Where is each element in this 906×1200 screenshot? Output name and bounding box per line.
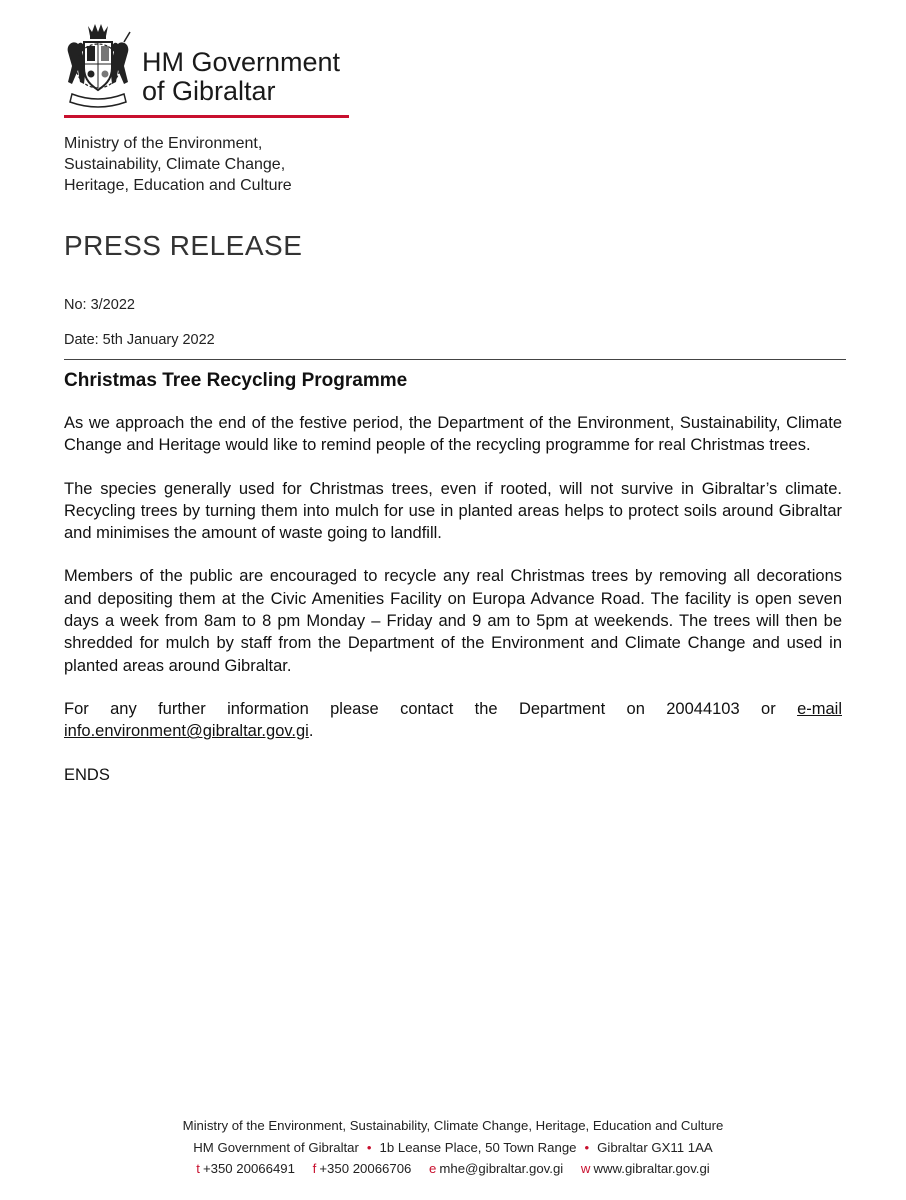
release-title: Christmas Tree Recycling Programme [64,370,408,391]
ministry-name [64,133,292,196]
contact-paragraph [64,698,842,743]
contact-text: For any further information please contact the Department on 20044103 or [64,699,798,718]
email-label: e [429,1161,437,1176]
bullet-icon: • [366,1139,372,1155]
footer-address [0,1137,906,1159]
footer-contacts [0,1158,906,1180]
header-divider [64,115,349,118]
document-type: PRESS RELEASE [64,230,303,261]
organization-name [142,48,340,106]
bullet-icon: • [584,1139,590,1155]
ministry-line: Heritage, Education and Culture [64,177,292,194]
footer-postcode: Gibraltar GX11 1AA [597,1139,713,1155]
release-body [64,412,842,807]
section-divider [64,359,846,360]
fax-number: +350 20066706 [319,1161,412,1176]
footer-website[interactable]: www.gibraltar.gov.gi [593,1161,710,1176]
ends-marker: ENDS [64,765,110,784]
footer-address-line: 1b Leanse Place, 50 Town Range [379,1139,577,1155]
body-paragraph: The species generally used for Christmas trees, even if rooted, will not survive in Gibraltar’s climate. Recycling trees by turning them into mulch for use in planted areas helps to protect soils around Gibraltar and minimises the amount of waste going to landfill. [64,479,842,543]
footer [0,1115,906,1180]
organization-name-line1: HM Government [142,47,341,77]
footer-org: HM Government of Gibraltar [193,1139,359,1155]
email-link[interactable]: info.environment@gibraltar.gov.gi [64,722,309,741]
contact-end: . [308,722,314,741]
release-date: Date: 5th January 2022 [64,332,215,348]
release-number: No: 3/2022 [64,297,135,313]
email-link-label[interactable]: e-mail [797,699,842,718]
coat-of-arms-icon [64,22,132,108]
organization-name-line2: of Gibraltar [142,76,276,106]
phone-label: t [196,1161,200,1176]
body-paragraph: As we approach the end of the festive period, the Department of the Environment, Sustainability, Climate Change and Heritage would like to remind people of the recycling programme for real Christmas trees. [64,414,842,455]
phone-number[interactable]: +350 20066491 [202,1161,295,1176]
footer-email[interactable]: mhe@gibraltar.gov.gi [439,1161,564,1176]
ministry-line: Ministry of the Environment, [64,135,263,152]
ministry-line: Sustainability, Climate Change, [64,156,286,173]
fax-label: f [312,1161,317,1176]
website-label: w [580,1161,591,1176]
footer-ministry: Ministry of the Environment, Sustainability, Climate Change, Heritage, Education and Culture [182,1118,724,1133]
body-paragraph: Members of the public are encouraged to recycle any real Christmas trees by removing all decorations and depositing them at the Civic Amenities Facility on Europa Advance Road. The facility is open seven days a week from 8am to 8 pm Monday – Friday and 9 am to 5pm at weekends. The trees will then be shredded for mulch by staff from the Department of the Environment and Climate Change and used in planted areas around Gibraltar. [64,567,842,675]
